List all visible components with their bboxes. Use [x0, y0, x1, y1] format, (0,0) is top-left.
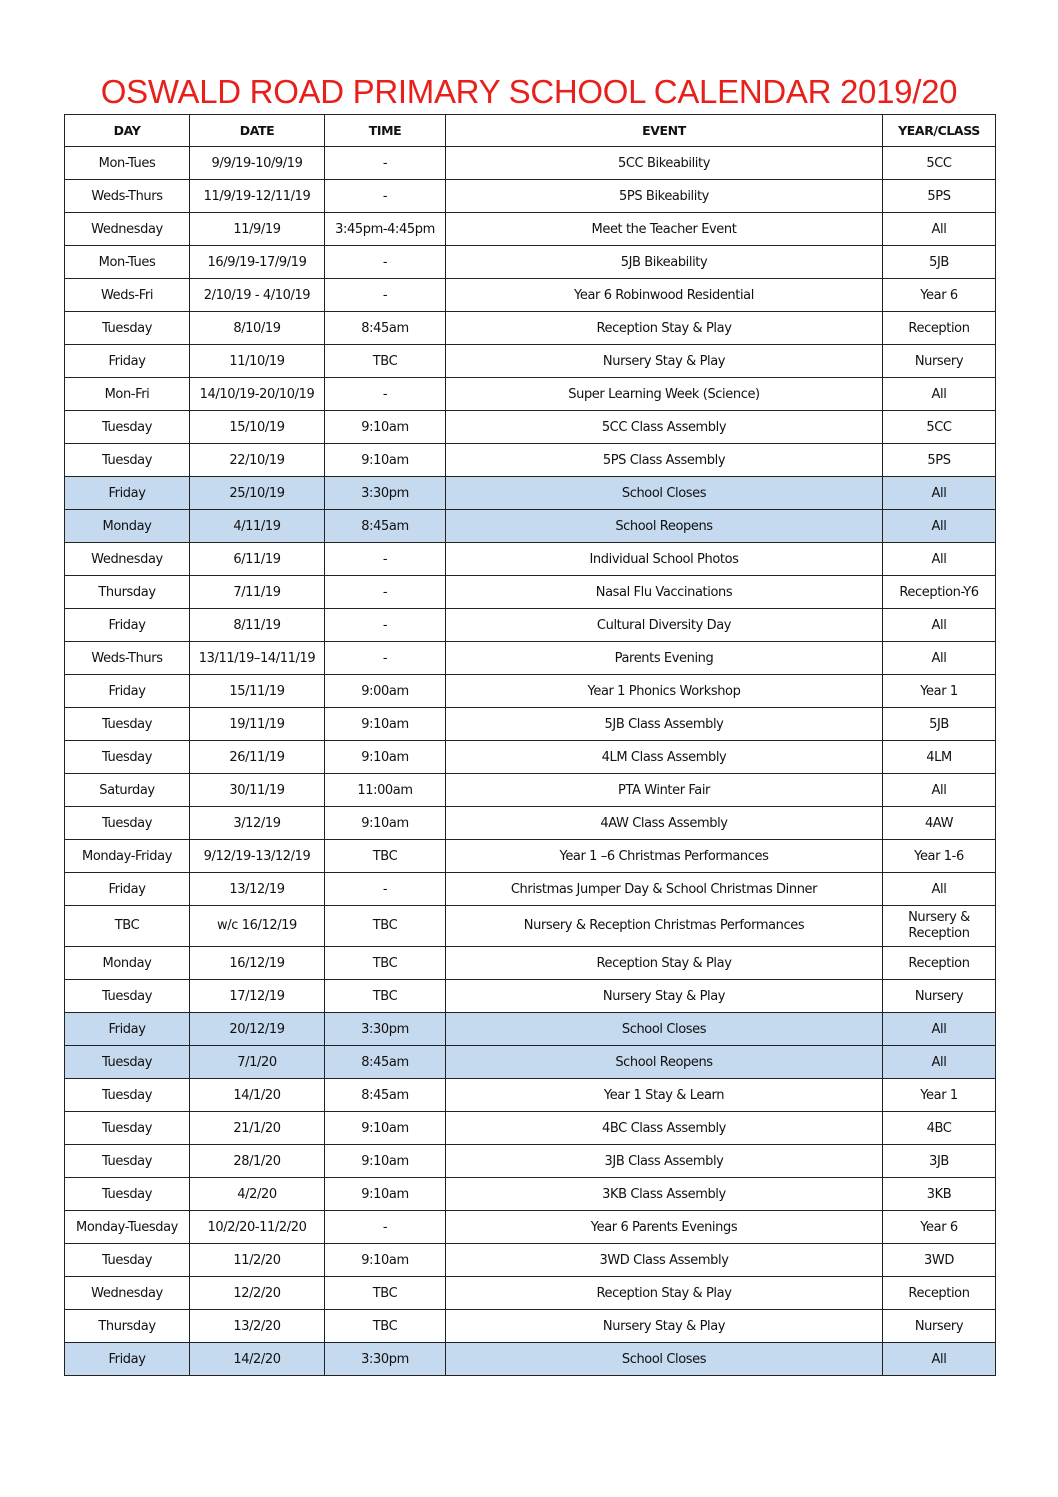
table-row — [65, 774, 996, 807]
cell-year-class: 3KB — [883, 1178, 996, 1211]
cell-event: Parents Evening — [446, 642, 883, 675]
cell-event: 5CC Class Assembly — [446, 411, 883, 444]
cell-time: TBC — [325, 906, 446, 947]
cell-day: Monday-Friday — [65, 840, 190, 873]
cell-time: - — [325, 147, 446, 180]
cell-time: - — [325, 873, 446, 906]
cell-date: 3/12/19 — [190, 807, 325, 840]
cell-event: Nursery Stay & Play — [446, 1310, 883, 1343]
cell-time: TBC — [325, 947, 446, 980]
cell-date: w/c 16/12/19 — [190, 906, 325, 947]
cell-day: Tuesday — [65, 1145, 190, 1178]
cell-year-class: 3WD — [883, 1244, 996, 1277]
cell-day: Tuesday — [65, 1178, 190, 1211]
cell-year-class: Year 1 — [883, 1079, 996, 1112]
holiday-row — [65, 510, 996, 543]
cell-year-class: All — [883, 1013, 996, 1046]
table-row — [65, 411, 996, 444]
cell-date: 13/11/19–14/11/19 — [190, 642, 325, 675]
cell-time: - — [325, 1211, 446, 1244]
cell-day: Friday — [65, 345, 190, 378]
cell-day: Weds-Fri — [65, 279, 190, 312]
header-day: DAY — [65, 115, 190, 147]
cell-date: 21/1/20 — [190, 1112, 325, 1145]
cell-time: - — [325, 609, 446, 642]
table-row — [65, 246, 996, 279]
cell-event: Nasal Flu Vaccinations — [446, 576, 883, 609]
cell-year-class: All — [883, 873, 996, 906]
cell-year-class: 5JB — [883, 246, 996, 279]
cell-event: 5JB Bikeability — [446, 246, 883, 279]
cell-date: 7/1/20 — [190, 1046, 325, 1079]
cell-year-class: 4AW — [883, 807, 996, 840]
cell-time: TBC — [325, 1277, 446, 1310]
cell-time: - — [325, 642, 446, 675]
cell-year-class: Reception-Y6 — [883, 576, 996, 609]
cell-time: 3:30pm — [325, 477, 446, 510]
table-row — [65, 642, 996, 675]
cell-event: Individual School Photos — [446, 543, 883, 576]
cell-time: 9:10am — [325, 411, 446, 444]
table-row — [65, 345, 996, 378]
cell-event: 5PS Bikeability — [446, 180, 883, 213]
holiday-row — [65, 1046, 996, 1079]
cell-year-class: All — [883, 213, 996, 246]
header-event: EVENT — [446, 115, 883, 147]
table-row — [65, 873, 996, 906]
cell-date: 10/2/20-11/2/20 — [190, 1211, 325, 1244]
cell-time: 3:30pm — [325, 1343, 446, 1376]
cell-time: TBC — [325, 840, 446, 873]
cell-year-class: Nursery — [883, 345, 996, 378]
cell-date: 30/11/19 — [190, 774, 325, 807]
cell-day: Tuesday — [65, 312, 190, 345]
cell-time: 8:45am — [325, 510, 446, 543]
header-year-class: YEAR/CLASS — [883, 115, 996, 147]
cell-date: 11/9/19-12/11/19 — [190, 180, 325, 213]
cell-event: 5JB Class Assembly — [446, 708, 883, 741]
cell-day: TBC — [65, 906, 190, 947]
cell-date: 9/12/19-13/12/19 — [190, 840, 325, 873]
cell-year-class: 3JB — [883, 1145, 996, 1178]
cell-time: 9:10am — [325, 807, 446, 840]
table-row — [65, 840, 996, 873]
cell-event: 3WD Class Assembly — [446, 1244, 883, 1277]
cell-time: 9:10am — [325, 1112, 446, 1145]
cell-date: 16/12/19 — [190, 947, 325, 980]
table-row — [65, 906, 996, 947]
cell-year-class: Year 6 — [883, 279, 996, 312]
table-row — [65, 1310, 996, 1343]
cell-year-class: All — [883, 477, 996, 510]
table-row — [65, 1079, 996, 1112]
table-row — [65, 1277, 996, 1310]
cell-time: 9:10am — [325, 1145, 446, 1178]
cell-date: 2/10/19 - 4/10/19 — [190, 279, 325, 312]
cell-date: 11/9/19 — [190, 213, 325, 246]
table-row — [65, 675, 996, 708]
cell-time: 3:45pm-4:45pm — [325, 213, 446, 246]
cell-date: 9/9/19-10/9/19 — [190, 147, 325, 180]
cell-day: Friday — [65, 675, 190, 708]
cell-time: 3:30pm — [325, 1013, 446, 1046]
cell-year-class: All — [883, 378, 996, 411]
table-row — [65, 1244, 996, 1277]
cell-date: 14/1/20 — [190, 1079, 325, 1112]
cell-day: Thursday — [65, 576, 190, 609]
cell-year-class: 4LM — [883, 741, 996, 774]
cell-day: Tuesday — [65, 1079, 190, 1112]
holiday-row — [65, 1013, 996, 1046]
cell-day: Tuesday — [65, 1046, 190, 1079]
cell-date: 25/10/19 — [190, 477, 325, 510]
calendar-body — [65, 147, 996, 1376]
header-row — [65, 115, 996, 147]
cell-day: Wednesday — [65, 543, 190, 576]
cell-event: School Closes — [446, 477, 883, 510]
cell-day: Mon-Fri — [65, 378, 190, 411]
cell-time: 8:45am — [325, 312, 446, 345]
table-row — [65, 213, 996, 246]
cell-day: Tuesday — [65, 1112, 190, 1145]
cell-year-class: 5CC — [883, 147, 996, 180]
cell-event: Nursery & Reception Christmas Performances — [446, 906, 883, 947]
cell-event: Reception Stay & Play — [446, 312, 883, 345]
cell-date: 19/11/19 — [190, 708, 325, 741]
cell-date: 26/11/19 — [190, 741, 325, 774]
cell-date: 16/9/19-17/9/19 — [190, 246, 325, 279]
table-row — [65, 279, 996, 312]
table-row — [65, 1211, 996, 1244]
cell-day: Tuesday — [65, 807, 190, 840]
cell-day: Tuesday — [65, 444, 190, 477]
table-row — [65, 980, 996, 1013]
cell-day: Tuesday — [65, 980, 190, 1013]
cell-year-class: 5PS — [883, 180, 996, 213]
cell-time: - — [325, 279, 446, 312]
cell-event: Year 1 Phonics Workshop — [446, 675, 883, 708]
cell-day: Mon-Tues — [65, 246, 190, 279]
cell-date: 20/12/19 — [190, 1013, 325, 1046]
cell-event: 4AW Class Assembly — [446, 807, 883, 840]
cell-date: 13/12/19 — [190, 873, 325, 906]
cell-date: 4/11/19 — [190, 510, 325, 543]
cell-date: 15/11/19 — [190, 675, 325, 708]
cell-time: 9:10am — [325, 444, 446, 477]
page-title: OSWALD ROAD PRIMARY SCHOOL CALENDAR 2019/20 — [100, 73, 958, 110]
cell-time: 9:00am — [325, 675, 446, 708]
cell-year-class: Nursery — [883, 980, 996, 1013]
cell-year-class: All — [883, 510, 996, 543]
table-row — [65, 1178, 996, 1211]
calendar-table — [64, 114, 996, 1376]
table-row — [65, 444, 996, 477]
cell-time: 9:10am — [325, 708, 446, 741]
cell-event: 3KB Class Assembly — [446, 1178, 883, 1211]
cell-date: 14/10/19-20/10/19 — [190, 378, 325, 411]
cell-day: Friday — [65, 609, 190, 642]
cell-year-class: Reception — [883, 312, 996, 345]
cell-event: Year 6 Parents Evenings — [446, 1211, 883, 1244]
cell-time: 8:45am — [325, 1046, 446, 1079]
cell-date: 15/10/19 — [190, 411, 325, 444]
cell-time: - — [325, 180, 446, 213]
cell-date: 22/10/19 — [190, 444, 325, 477]
cell-day: Monday — [65, 510, 190, 543]
cell-year-class: Year 6 — [883, 1211, 996, 1244]
cell-year-class: Reception — [883, 1277, 996, 1310]
cell-event: Nursery Stay & Play — [446, 345, 883, 378]
cell-time: - — [325, 378, 446, 411]
cell-event: School Closes — [446, 1013, 883, 1046]
cell-day: Mon-Tues — [65, 147, 190, 180]
cell-event: Year 1 Stay & Learn — [446, 1079, 883, 1112]
cell-time: TBC — [325, 345, 446, 378]
holiday-row — [65, 477, 996, 510]
table-row — [65, 807, 996, 840]
cell-date: 13/2/20 — [190, 1310, 325, 1343]
cell-day: Tuesday — [65, 741, 190, 774]
cell-date: 8/10/19 — [190, 312, 325, 345]
cell-event: 3JB Class Assembly — [446, 1145, 883, 1178]
cell-event: Cultural Diversity Day — [446, 609, 883, 642]
cell-day: Tuesday — [65, 1244, 190, 1277]
table-row — [65, 312, 996, 345]
cell-year-class: Nursery & Reception — [883, 906, 996, 947]
cell-time: 9:10am — [325, 741, 446, 774]
cell-year-class: 4BC — [883, 1112, 996, 1145]
table-row — [65, 741, 996, 774]
table-row — [65, 180, 996, 213]
cell-day: Friday — [65, 477, 190, 510]
cell-date: 8/11/19 — [190, 609, 325, 642]
cell-year-class: Year 1-6 — [883, 840, 996, 873]
cell-date: 28/1/20 — [190, 1145, 325, 1178]
cell-event: Nursery Stay & Play — [446, 980, 883, 1013]
cell-day: Monday — [65, 947, 190, 980]
table-row — [65, 1145, 996, 1178]
cell-event: 4BC Class Assembly — [446, 1112, 883, 1145]
cell-time: 9:10am — [325, 1244, 446, 1277]
cell-year-class: All — [883, 543, 996, 576]
cell-day: Saturday — [65, 774, 190, 807]
cell-date: 4/2/20 — [190, 1178, 325, 1211]
holiday-row — [65, 1343, 996, 1376]
cell-year-class: All — [883, 1046, 996, 1079]
cell-event: Christmas Jumper Day & School Christmas Dinner — [446, 873, 883, 906]
table-row — [65, 947, 996, 980]
cell-event: Reception Stay & Play — [446, 947, 883, 980]
cell-year-class: 5PS — [883, 444, 996, 477]
cell-event: Reception Stay & Play — [446, 1277, 883, 1310]
cell-time: - — [325, 576, 446, 609]
table-row — [65, 1112, 996, 1145]
table-row — [65, 609, 996, 642]
cell-event: 5PS Class Assembly — [446, 444, 883, 477]
cell-day: Weds-Thurs — [65, 642, 190, 675]
cell-year-class: All — [883, 609, 996, 642]
cell-day: Friday — [65, 1343, 190, 1376]
cell-day: Tuesday — [65, 708, 190, 741]
cell-event: 5CC Bikeability — [446, 147, 883, 180]
cell-year-class: Nursery — [883, 1310, 996, 1343]
cell-event: PTA Winter Fair — [446, 774, 883, 807]
cell-event: Year 6 Robinwood Residential — [446, 279, 883, 312]
cell-day: Friday — [65, 1013, 190, 1046]
cell-time: 9:10am — [325, 1178, 446, 1211]
cell-year-class: 5CC — [883, 411, 996, 444]
cell-day: Monday-Tuesday — [65, 1211, 190, 1244]
table-row — [65, 576, 996, 609]
cell-year-class: All — [883, 774, 996, 807]
cell-event: School Reopens — [446, 510, 883, 543]
cell-day: Friday — [65, 873, 190, 906]
cell-year-class: Reception — [883, 947, 996, 980]
table-row — [65, 147, 996, 180]
cell-year-class: 5JB — [883, 708, 996, 741]
cell-event: School Closes — [446, 1343, 883, 1376]
cell-event: 4LM Class Assembly — [446, 741, 883, 774]
cell-year-class: Year 1 — [883, 675, 996, 708]
cell-event: School Reopens — [446, 1046, 883, 1079]
cell-time: - — [325, 246, 446, 279]
cell-year-class: All — [883, 642, 996, 675]
cell-day: Wednesday — [65, 213, 190, 246]
header-date: DATE — [190, 115, 325, 147]
cell-time: TBC — [325, 1310, 446, 1343]
cell-date: 11/10/19 — [190, 345, 325, 378]
cell-event: Meet the Teacher Event — [446, 213, 883, 246]
cell-day: Thursday — [65, 1310, 190, 1343]
table-row — [65, 378, 996, 411]
cell-day: Tuesday — [65, 411, 190, 444]
cell-date: 7/11/19 — [190, 576, 325, 609]
table-row — [65, 543, 996, 576]
cell-date: 17/12/19 — [190, 980, 325, 1013]
cell-time: - — [325, 543, 446, 576]
cell-event: Super Learning Week (Science) — [446, 378, 883, 411]
cell-time: 8:45am — [325, 1079, 446, 1112]
cell-day: Weds-Thurs — [65, 180, 190, 213]
cell-date: 6/11/19 — [190, 543, 325, 576]
header-time: TIME — [325, 115, 446, 147]
cell-time: 11:00am — [325, 774, 446, 807]
table-row — [65, 708, 996, 741]
cell-time: TBC — [325, 980, 446, 1013]
cell-event: Year 1 –6 Christmas Performances — [446, 840, 883, 873]
cell-date: 14/2/20 — [190, 1343, 325, 1376]
cell-date: 12/2/20 — [190, 1277, 325, 1310]
cell-year-class: All — [883, 1343, 996, 1376]
cell-date: 11/2/20 — [190, 1244, 325, 1277]
cell-day: Wednesday — [65, 1277, 190, 1310]
